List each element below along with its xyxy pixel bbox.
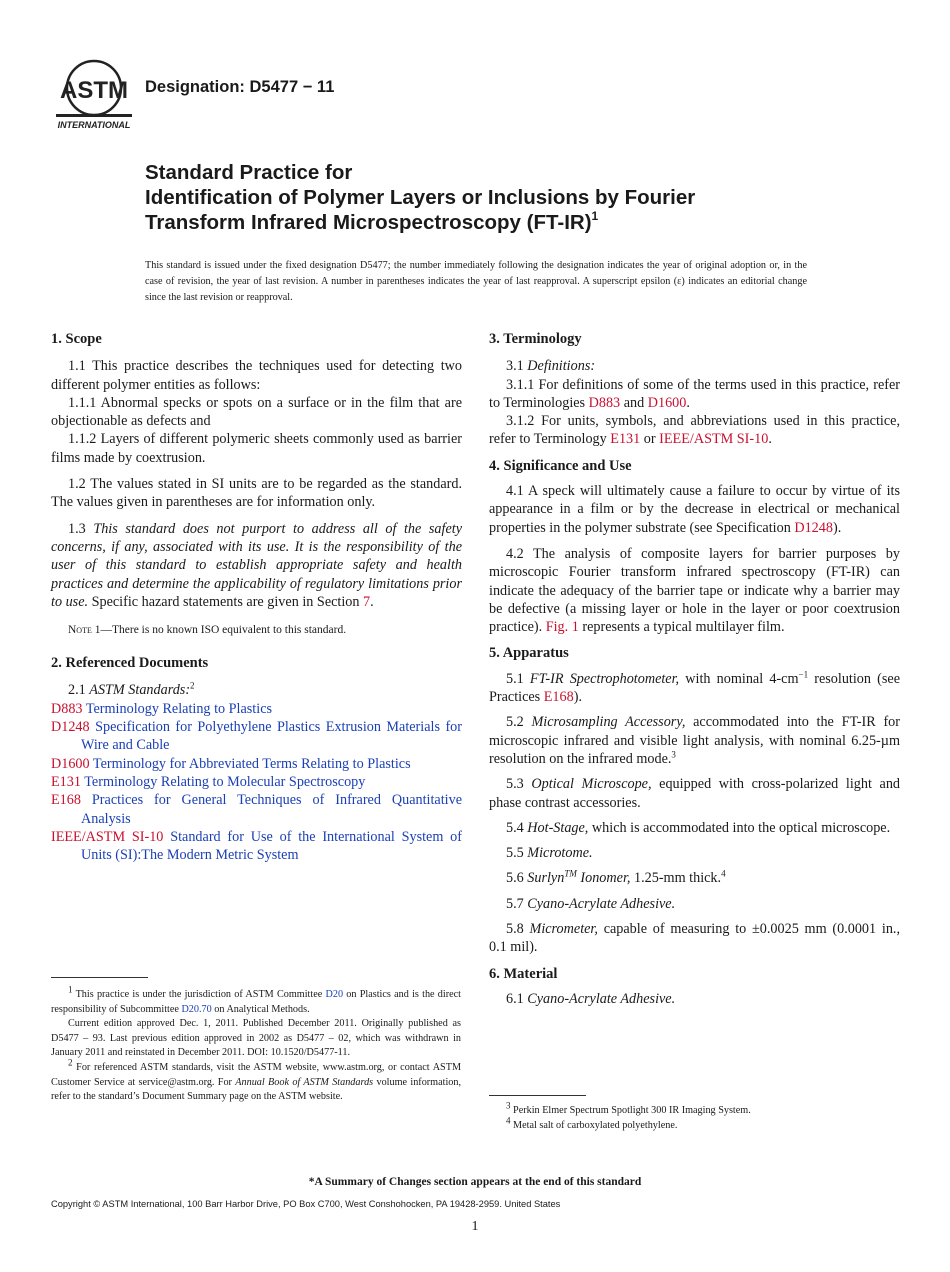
- footnote-1-text-a: This practice is under the jurisdiction of ASTM Committee: [75, 989, 323, 1000]
- astm-logo: [52, 56, 136, 132]
- para-1-3: 1.3 This standard does not purport to address all of the safety concerns, if any, associated with its use. It is the responsibility of the user of this standard to establish appropriate safety and health practices and determine the applicability of regulatory limitations prior to use. Specific hazard statements are given in Section 7.: [51, 520, 462, 610]
- and-text: and: [623, 394, 645, 411]
- para-5-6-num: 5.6: [506, 870, 524, 887]
- title-footnote-marker[interactable]: 1: [591, 209, 599, 223]
- ref-code[interactable]: E168: [51, 792, 81, 809]
- para-5-3: [489, 775, 900, 812]
- logo-text: ASTM: [60, 77, 128, 104]
- footnote-2-text-b: volume information, refer to the standard’s Document Summary page on the ASTM website.: [51, 1076, 462, 1103]
- ref-d1248[interactable]: [51, 718, 462, 755]
- para-5-1: 5.1 FT-IR Spectrophotometer, with nominal $4-cm^{-1}$ resolution (see Practices E168).: [489, 669, 901, 706]
- title-line-2: Identification of Polymer Layers or Inclusions by Fourier: [145, 186, 696, 209]
- para-5-7: [489, 895, 900, 913]
- footnote-1-text-c: on Analytical Methods.: [214, 1003, 310, 1015]
- fig-1-link[interactable]: Fig. 1: [545, 619, 579, 636]
- summary-of-changes-note: *A Summary of Changes section appears at the end of this standard: [308, 1176, 642, 1188]
- footnote-4-number: 4: [506, 1115, 511, 1126]
- para-1-1: 1.1 This practice describes the techniques used for detecting two different polymer entities as follows:: [51, 358, 462, 393]
- copyright-line: Copyright © ASTM International, 100 Barr Harbor Drive, PO Box C700, West Conshohocken, PA 19428-2959. United States: [51, 1199, 561, 1209]
- footnote-2-number: 2: [68, 1057, 73, 1068]
- ref-title[interactable]: Specification for Polyethylene Plastics Extrusion Materials for Wire and Cable: [81, 719, 462, 754]
- section-4-heading: 4. Significance and Use: [489, 457, 632, 474]
- para-5-8-italic: Micrometer,: [529, 921, 598, 938]
- para-5-5-num: 5.5: [506, 845, 524, 862]
- e131-link[interactable]: E131: [610, 431, 641, 448]
- ref-title[interactable]: Terminology Relating to Molecular Spectroscopy: [84, 773, 366, 790]
- para-1-1-1: 1.1.1 Abnormal specks or spots on a surface or in the film that are objectionable as defects and: [51, 394, 462, 430]
- para-3-1-num: 3.1: [506, 358, 524, 375]
- para-6-1: [489, 990, 900, 1008]
- para-5-2-text: accommodated into the FT-IR for microscopic infrared and visible light analysis, with nominal 6.25-µm resolution on the infrared mode.: [489, 714, 901, 767]
- para-4-1: 4.1 A speck will ultimately cause a failure to occur by virtue of its appearance in a film or by the decrease in electrical or mechanical properties in the polymer substrate (see Specification D1248).: [489, 483, 900, 536]
- title-line-3: [145, 210, 845, 235]
- para-5-7-num: 5.7: [506, 895, 524, 912]
- footnote-2: [51, 1057, 462, 1105]
- trademark-mark: TM: [564, 868, 577, 879]
- title-line-3-text: Transform Infrared Microspectroscopy (FT-IR): [145, 211, 592, 234]
- para-5-1-italic: FT-IR Spectrophotometer,: [529, 670, 680, 687]
- para-6-1-num: 6.1: [506, 990, 524, 1007]
- section-2-heading: 2. Referenced Documents: [51, 655, 209, 672]
- para-1-2: 1.2 The values stated in SI units are to be regarded as the standard. The values given in parentheses are for information only.: [51, 476, 462, 511]
- para-5-8: [489, 920, 900, 957]
- para-5-6-italic-2: Ionomer,: [580, 870, 631, 887]
- footnote-divider-left: [51, 977, 148, 978]
- footnote-2-text-a: For referenced ASTM standards, visit the ASTM website, www.astm.org, or contact ASTM Customer Service at service@astm.org. For: [51, 1061, 461, 1088]
- para-5-3-italic: Optical Microscope,: [531, 776, 652, 793]
- para-3-1: [489, 357, 900, 375]
- ref-e168[interactable]: [51, 791, 462, 828]
- ref-title[interactable]: Terminology for Abbreviated Terms Relating to Plastics: [92, 755, 411, 772]
- para-1-3-rest: Specific hazard statements are given in Section: [91, 593, 360, 610]
- ref-code[interactable]: E131: [51, 773, 81, 790]
- para-5-3-num: 5.3: [506, 776, 524, 793]
- para-6-1-italic: Cyano-Acrylate Adhesive.: [527, 990, 676, 1007]
- para-5-6-text: 1.25-mm thick.: [633, 870, 722, 887]
- para-5-7-italic: Cyano-Acrylate Adhesive.: [527, 895, 676, 912]
- d883-link[interactable]: D883: [588, 394, 621, 411]
- page-number: 1: [471, 1219, 479, 1234]
- para-5-1-text-b: resolution (see Practices: [489, 670, 901, 706]
- title-line-1: Standard Practice for: [145, 161, 353, 184]
- para-2-1-num: 2.1: [68, 682, 86, 699]
- footnotes-left: [51, 984, 462, 1105]
- para-5-1-text: with nominal 4-cm: [685, 670, 799, 687]
- note-text: 1—There is no known ISO equivalent to this standard.: [94, 624, 347, 637]
- issuance-statement: This standard is issued under the fixed designation D5477; the number immediately following the designation indicates the year of original adoption or, in the case of revision, the year of last revision. A number in parentheses indicates the year of last reapproval. A superscript epsilon (ε) indicates an editorial change since the last revision or reapproval.: [145, 260, 807, 303]
- right-column: [489, 330, 900, 1008]
- para-3-1-2-text: 3.1.2 For units, symbols, and abbreviations used in this practice, refer to Terminology: [489, 413, 900, 448]
- para-5-8-num: 5.8: [506, 921, 524, 938]
- para-5-8-text: capable of measuring to ±0.0025 mm (0.0001 in., 0.1 mil).: [489, 921, 901, 956]
- para-5-6-italic: Surlyn: [527, 870, 565, 887]
- note-1: [51, 623, 462, 638]
- footnote-3: [489, 1100, 899, 1119]
- ref-d1600[interactable]: [51, 755, 462, 773]
- left-column: [51, 330, 462, 864]
- or-text: or: [643, 431, 656, 448]
- para-2-1-italic: ASTM Standards:: [89, 682, 191, 699]
- para-5-4-num: 5.4: [506, 819, 524, 836]
- para-3-1-1-text: 3.1.1 For definitions of some of the terms used in this practice, refer to Terminologies: [489, 376, 900, 411]
- e168-link[interactable]: E168: [543, 689, 574, 706]
- section-7-link[interactable]: 7: [363, 593, 371, 610]
- designation: Designation: D5477 − 11: [145, 78, 335, 96]
- para-5-6: [489, 869, 900, 887]
- ref-code[interactable]: D883: [51, 700, 83, 717]
- para-5-2: [489, 713, 900, 768]
- ref-code[interactable]: D1248: [51, 719, 90, 736]
- section-6-heading: 6. Material: [489, 965, 558, 982]
- footnote-2-marker[interactable]: 2: [190, 680, 195, 691]
- note-label: Note: [68, 624, 92, 637]
- footnotes-right: [489, 1100, 899, 1133]
- para-2-1: [51, 681, 462, 699]
- para-5-1-sup: −1: [798, 669, 809, 680]
- para-3-1-1: 3.1.1 For definitions of some of the terms used in this practice, refer to Terminologies D883 and D1600.: [489, 376, 900, 411]
- footnote-divider-right: [489, 1095, 586, 1096]
- para-5-2-italic: Microsampling Accessory,: [531, 714, 686, 731]
- footnote-4-text: Metal salt of carboxylated polyethylene.: [513, 1119, 678, 1131]
- footnote-3-number: 3: [506, 1100, 511, 1111]
- footnote-1: [51, 984, 461, 1017]
- d20-link[interactable]: D20: [325, 989, 344, 1000]
- footnote-4-marker[interactable]: 4: [721, 868, 726, 879]
- para-4-2: [489, 545, 900, 636]
- para-5-2-num: 5.2: [506, 714, 524, 731]
- ref-title[interactable]: Practices for General Techniques of Infrared Quantitative Analysis: [81, 792, 463, 827]
- footnote-1-edition: Current edition approved Dec. 1, 2011. Published December 2011. Originally published as D5477 – 93. Last previous edition approved in 2002 as D5477 – 02, which was withdrawn in January 2011 and reinstated in December 2011. DOI: 10.1520/D5477-11.: [51, 1018, 461, 1059]
- section-1-heading: 1. Scope: [51, 331, 102, 347]
- d1600-link[interactable]: D1600: [647, 394, 687, 411]
- para-1-1-2: 1.1.2 Layers of different polymeric sheets commonly used as barrier films made by coextrusion.: [51, 431, 462, 466]
- para-3-1-2: 3.1.2 For units, symbols, and abbreviations used in this practice, refer to Terminology E131 or IEEE/ASTM SI-10.: [489, 413, 900, 448]
- ref-title[interactable]: Terminology Relating to Plastics: [85, 700, 273, 717]
- ref-si10[interactable]: [51, 828, 462, 865]
- para-5-5-italic: Microtome.: [527, 845, 593, 862]
- footnote-3-text: Perkin Elmer Spectrum Spotlight 300 IR Imaging System.: [513, 1105, 751, 1116]
- footnote-1-number: 1: [68, 984, 73, 995]
- section-5-heading: 5. Apparatus: [489, 645, 569, 662]
- para-4-2-text: 4.2 The analysis of composite layers for barrier purposes by microscopic Fourier transform infrared spectroscopy (FT-IR) can indicate the adequacy of the barrier tape or indicate why a barrier may be defective (a missing layer or hole in the layer or poor coextrusion practice).: [489, 545, 900, 636]
- footnote-2-italic: Annual Book of ASTM Standards: [235, 1076, 374, 1088]
- ref-code[interactable]: D1600: [51, 755, 90, 772]
- para-5-1-num: 5.1: [506, 670, 524, 687]
- para-3-1-italic: Definitions:: [527, 358, 596, 375]
- para-5-4-italic: Hot-Stage,: [527, 819, 589, 836]
- si10-link[interactable]: IEEE/ASTM SI-10: [659, 431, 769, 448]
- footnote-3-marker[interactable]: 3: [671, 749, 676, 760]
- para-5-4-text: which is accommodated into the optical microscope.: [591, 819, 891, 836]
- d20-70-link[interactable]: D20.70: [181, 1003, 212, 1015]
- d1248-link[interactable]: D1248: [794, 519, 833, 536]
- footnote-4: [489, 1115, 899, 1134]
- para-5-5: [489, 844, 900, 862]
- para-5-3-text: equipped with cross-polarized light and phase contrast accessories.: [489, 776, 901, 811]
- logo-subtext: INTERNATIONAL: [57, 120, 131, 130]
- ref-d883[interactable]: [51, 700, 462, 718]
- ref-e131[interactable]: [51, 773, 462, 791]
- para-5-4: [489, 819, 900, 837]
- section-3-heading: 3. Terminology: [489, 331, 582, 347]
- footnote-1-text-b: on Plastics and is the direct responsibility of Subcommittee: [51, 989, 461, 1015]
- document-title: [145, 160, 845, 235]
- para-4-2-text-end: represents a typical multilayer film.: [582, 619, 785, 636]
- para-1-3-num: 1.3: [68, 520, 86, 537]
- para-4-1-text: 4.1 A speck will ultimately cause a failure to occur by virtue of its appearance in a film or by the decrease in electrical or mechanical properties in the polymer substrate (see Specification: [489, 483, 900, 536]
- ref-code[interactable]: IEEE/ASTM SI-10: [51, 828, 164, 845]
- para-1-3-italic: This standard does not purport to address all of the safety concerns, if any, associated with its use. It is the responsibility of the user of this standard to establish appropriate safety and health practices and determine the applicability of regulatory limitations prior to use.: [51, 520, 462, 610]
- ref-title[interactable]: Standard for Use of the International System of Units (SI):The Modern Metric System: [81, 828, 462, 864]
